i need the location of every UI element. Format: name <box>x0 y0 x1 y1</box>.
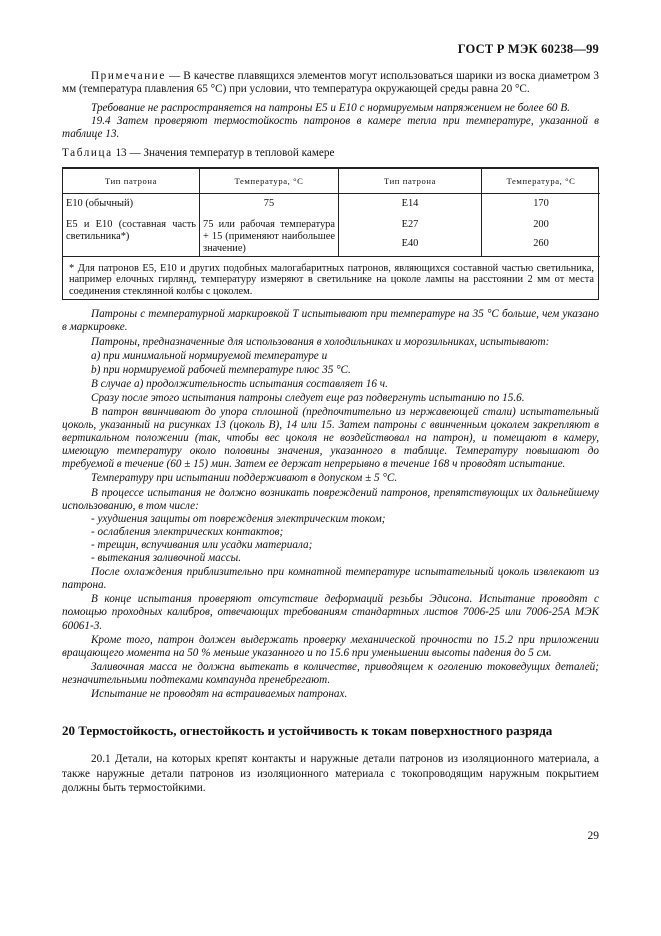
body-paragraph: Испытание не проводят на встраиваемых патронах. <box>91 687 348 700</box>
body-paragraph: В патрон ввинчивают до упора сплошной (предпочтительно из нержавеющей стали) испытательный цоколь, указанный на рисунках 13 (цоколь В), 14 или 15. Затем патроны с ввинченным цоколем закрепляют в вертикальном положении (так, чтобы вес цоколя не воздействовал на патрон), и помещают в камеру, имеющую температуру около половины значения, указанного в таблице. Температуру повышают до требуемой в течение (60 ± 15) мин. Затем ее держат непрерывно в течение 168 ч проводят испытание. <box>62 406 599 471</box>
cell-temp: 75 <box>200 193 339 211</box>
section-heading: 20 Термостойкость, огнестойкость и устойчивость к токам поверхностного разряда <box>62 723 553 739</box>
cell-temp: 170 <box>482 193 601 211</box>
list-item: - трещин, вспучивания или усадки материала; <box>91 538 313 551</box>
body-paragraph: Патроны, предназначенные для использования в холодильниках и морозильниках, испытывают: <box>91 335 550 348</box>
table-row <box>63 211 600 232</box>
clause-19-4: 19.4 Затем проверяют термостойкость патронов в камере тепла при температуре, указанной в таблице 13. <box>62 115 599 141</box>
cell-temp: 260 <box>482 232 601 257</box>
page-number: 29 <box>587 830 599 842</box>
cell-type: Е27 <box>339 211 482 232</box>
list-item: a) при минимальной нормируемой температуре и <box>91 349 328 362</box>
table-caption-text: 13 — Значения температур в тепловой камере <box>112 147 335 160</box>
list-item: - ослабления электрических контактов; <box>91 525 284 538</box>
table-footnote-row <box>63 256 600 299</box>
list-item: - ухудшения защиты от повреждения электрическим током; <box>91 512 386 525</box>
page-header: ГОСТ Р МЭК 60238—99 <box>457 42 599 56</box>
body-paragraph: Патроны с температурной маркировкой Т испытывают при температуре на 35 °С больше, чем указано в маркировке. <box>62 308 599 334</box>
cell-type: Е10 (обычный) <box>63 193 200 211</box>
table-row <box>63 193 600 211</box>
col-header-type-2: Тип патрона <box>339 169 482 194</box>
list-item: b) при нормируемой рабочей температуре плюс 35 °С. <box>91 363 351 376</box>
cell-temp: 200 <box>482 211 601 232</box>
cell-type: Е5 и Е10 (составная часть светильника*) <box>63 211 200 257</box>
note-paragraph <box>62 70 599 96</box>
body-paragraph: Температуру при испытании поддерживают в допуском ± 5 °С. <box>91 472 398 485</box>
temperature-table-frame <box>62 167 599 301</box>
clause-20-1: 20.1 Детали, на которых крепят контакты и наружные детали патронов из изоляционного материала, а также наружные детали патронов из изоляционного материала с токопроводящим наружным покрытием должны быть термостойкими. <box>62 753 599 795</box>
body-paragraph: После охлаждения приблизительно при комнатной температуре испытательный цоколь извлекают из патрона. <box>62 566 599 592</box>
table-footnote: * Для патронов Е5, Е10 и других подобных малогабаритных патронов, являющихся составной частью светильника, например елочных гирлянд, температуру измеряют в светильнике на цоколе лампы на расстоянии 2 мм от места соединения стеклянной колбы с цоколем. <box>63 256 600 299</box>
note-label: Примечание <box>91 70 166 82</box>
cell-type: Е14 <box>339 193 482 211</box>
table-caption-label: Таблица <box>62 147 113 160</box>
table-caption <box>62 147 599 160</box>
note-text: — В качестве плавящихся элементов могут использоваться шарики из воска диаметром 3 мм (температура плавления 65 °С) при условии, что температура окружающей среды равна 20 °С. <box>62 70 599 96</box>
list-item: - вытекания заливочной массы. <box>91 552 242 565</box>
requirement-paragraph: Требование не распространяется на патроны Е5 и Е10 с нормируемым напряжением не более 60 В. <box>91 102 570 115</box>
body-paragraph: В случае а) продолжительность испытания составляет 16 ч. <box>91 377 388 390</box>
body-paragraph: В конце испытания проверяют отсутствие деформаций резьбы Эдисона. Испытание проводят с помощью проходных калибров, отвечающих требованиям стандартных листов 7006-25 или 7006-25А МЭК 60061-3. <box>62 593 599 632</box>
body-paragraph: В процессе испытания не должно возникать повреждений патронов, препятствующих их дальнейшему использованию, в том числе: <box>62 486 599 512</box>
cell-type: Е40 <box>339 232 482 257</box>
col-header-temp-1: Температура, °С <box>200 169 339 194</box>
temperature-table <box>63 169 600 300</box>
body-paragraph: Заливочная масса не должна вытекать в количестве, приводящем к оголению токоведущих деталей; незначительными подтеками компаунда пренебрегают. <box>62 660 599 686</box>
body-paragraph: Кроме того, патрон должен выдержать проверку механической прочности по 15.2 при приложении вращающего момента на 50 % меньше указанного и по 15.6 при уменьшении высоты падения до 5 см. <box>62 633 599 659</box>
col-header-type-1: Тип патрона <box>63 169 200 194</box>
table-header-row <box>63 169 600 194</box>
page-content <box>62 70 599 796</box>
col-header-temp-2: Температура, °С <box>482 169 601 194</box>
cell-temp: 75 или рабочая температура + 15 (применяют наибольшее значение) <box>200 211 339 257</box>
damage-list <box>62 513 599 565</box>
body-paragraph: Сразу после этого испытания патроны следует еще раз подвергнуть испытанию по 15.6. <box>91 391 525 404</box>
